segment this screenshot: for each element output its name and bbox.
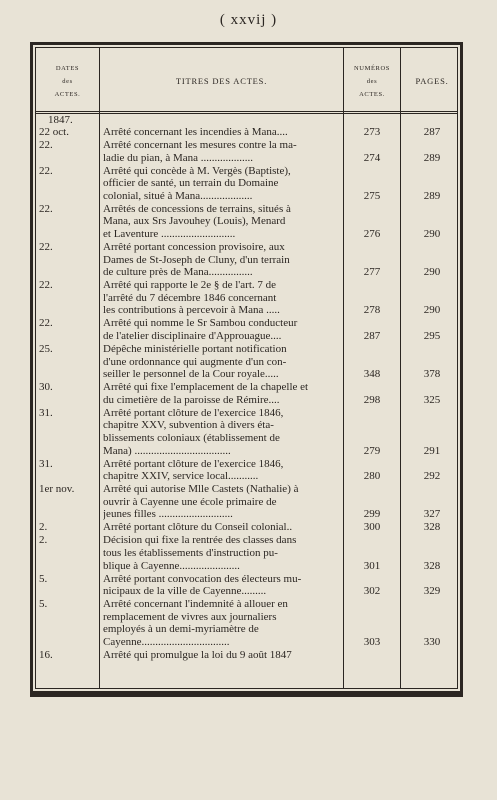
table-row bbox=[33, 483, 466, 521]
row-number: 301 bbox=[363, 559, 381, 572]
row-date: 31. bbox=[39, 457, 53, 470]
row-title-line: et Laventure ........................... bbox=[103, 227, 236, 240]
row-date: 22 oct. bbox=[39, 126, 69, 138]
row-title-line: Arrêté qui autorise Mlle Castets (Nathalie) à bbox=[103, 483, 299, 496]
row-title-line: nicipaux de la ville de Cayenne......... bbox=[103, 585, 267, 598]
row-date: 16. bbox=[39, 649, 53, 661]
row-title bbox=[103, 241, 339, 279]
row-title-line: ouvrir à Cayenne une école primaire de bbox=[103, 495, 277, 508]
row-page: 290 bbox=[423, 304, 441, 317]
header-dates-line: ACTES. bbox=[54, 90, 81, 98]
row-date: 2. bbox=[39, 534, 48, 547]
row-title bbox=[103, 407, 339, 457]
column-divider bbox=[343, 48, 344, 688]
row-date: 22. bbox=[39, 202, 53, 215]
header-pages bbox=[401, 53, 463, 109]
table-row bbox=[33, 241, 466, 279]
row-title bbox=[103, 139, 339, 164]
header-rule bbox=[36, 111, 457, 112]
row-number: 280 bbox=[363, 470, 381, 483]
row-title-line: colonial, situé à Mana................... bbox=[103, 189, 253, 202]
row-number: 278 bbox=[363, 304, 381, 317]
row-title bbox=[103, 343, 339, 381]
row-title-line: Dépêche ministérielle portant notification bbox=[103, 343, 287, 355]
row-number: 276 bbox=[363, 227, 381, 240]
header-rule bbox=[36, 113, 457, 114]
row-title-line: les contributions à percevoir à Mana ..... bbox=[103, 304, 280, 317]
row-title bbox=[103, 165, 339, 203]
row-date: 22. bbox=[39, 279, 53, 292]
row-title bbox=[103, 381, 339, 406]
row-title-line: Arrêté qui nomme le Sr Sambou conducteur bbox=[103, 317, 298, 330]
table-row bbox=[33, 317, 466, 342]
header-numeros bbox=[344, 53, 400, 109]
row-date: 22. bbox=[39, 241, 53, 253]
row-page: 295 bbox=[423, 329, 441, 342]
header-titles-label: TITRES DES ACTES. bbox=[175, 76, 268, 86]
row-title-line: remplacement de vivres aux journaliers bbox=[103, 610, 277, 623]
row-number: 300 bbox=[363, 521, 381, 534]
row-page: 290 bbox=[423, 266, 441, 279]
row-page: 290 bbox=[423, 227, 441, 240]
row-page: 328 bbox=[423, 559, 441, 572]
row-page: 292 bbox=[423, 470, 441, 483]
table-row bbox=[33, 165, 466, 203]
table-row bbox=[33, 521, 466, 534]
table-row bbox=[33, 343, 466, 381]
row-page: 329 bbox=[423, 585, 441, 598]
table-row bbox=[33, 139, 466, 164]
row-title-line: Cayenne................................ bbox=[103, 635, 230, 648]
table-row bbox=[33, 649, 466, 662]
row-page: 289 bbox=[423, 189, 441, 202]
row-title-line: Arrêté qui promulgue la loi du 9 août 1847 bbox=[103, 649, 292, 661]
table-row bbox=[33, 458, 466, 483]
row-number: 279 bbox=[363, 444, 381, 457]
row-date: 1er nov. bbox=[39, 483, 75, 496]
row-title-line: tous les établissements d'instruction pu- bbox=[103, 546, 278, 559]
row-title-line: Dames de St-Joseph de Cluny, d'un terrain bbox=[103, 253, 290, 266]
table-row bbox=[33, 381, 466, 406]
row-title-line: ladie du pian, à Mana ................... bbox=[103, 151, 253, 164]
header-dates-line: des bbox=[62, 77, 73, 85]
row-number: 275 bbox=[363, 189, 381, 202]
row-date: 22. bbox=[39, 317, 53, 330]
row-title-line: Arrêté concernant les mesures contre la ma- bbox=[103, 139, 297, 151]
header-numeros-line: ACTES. bbox=[359, 90, 385, 98]
row-page: 291 bbox=[423, 444, 441, 457]
index-table bbox=[30, 42, 463, 694]
table-row bbox=[33, 126, 466, 139]
row-title-line: Mana) ................................... bbox=[103, 444, 231, 457]
row-number: 348 bbox=[363, 368, 381, 381]
row-title bbox=[103, 279, 339, 317]
row-date: 25. bbox=[39, 343, 53, 355]
row-title-line: chapitre XXV, subvention à divers éta- bbox=[103, 419, 274, 432]
row-title bbox=[103, 203, 339, 241]
row-title-line: du cimetière de la paroisse de Rémire.... bbox=[103, 393, 280, 406]
row-number: 273 bbox=[363, 126, 381, 138]
row-number: 287 bbox=[363, 329, 381, 342]
row-title-line: Arrêté concernant l'indemnité à allouer en bbox=[103, 598, 288, 611]
row-title-line: Arrêtés de concessions de terrains, situés à bbox=[103, 202, 291, 215]
row-title-line: blissements coloniaux (établissement de bbox=[103, 431, 280, 444]
row-title bbox=[103, 458, 339, 483]
row-title-line: blique à Cayenne...................... bbox=[103, 559, 240, 572]
row-page: 289 bbox=[423, 151, 441, 164]
row-date: 5. bbox=[39, 572, 48, 585]
header-titles bbox=[100, 53, 343, 109]
row-title-line: Arrêté qui fixe l'emplacement de la chapelle et bbox=[103, 381, 309, 394]
row-title bbox=[103, 521, 339, 534]
row-title bbox=[103, 534, 339, 572]
row-title-line: de culture près de Mana................ bbox=[103, 266, 253, 279]
row-title-line: Arrêté concernant les incendies à Mana.... bbox=[103, 126, 288, 138]
row-date: 5. bbox=[39, 598, 48, 611]
row-title-line: Arrêté portant clôture de l'exercice 1846, bbox=[103, 457, 284, 470]
table-row bbox=[33, 203, 466, 241]
table-row bbox=[33, 573, 466, 598]
row-title bbox=[103, 649, 339, 662]
row-title-line: seiller le personnel de la Cour royale..... bbox=[103, 368, 279, 381]
row-title bbox=[103, 573, 339, 598]
header-pages-label: PAGES. bbox=[415, 76, 449, 86]
year-label: 1847. bbox=[48, 114, 73, 126]
row-title-line: d'une ordonnance qui augmente d'un con- bbox=[103, 355, 287, 368]
row-page: 330 bbox=[423, 635, 441, 648]
row-number: 299 bbox=[363, 508, 381, 521]
row-date: 22. bbox=[39, 164, 53, 177]
row-page: 287 bbox=[423, 126, 441, 138]
row-title-line: Mana, aux Srs Javouhey (Louis), Menard bbox=[103, 215, 286, 228]
row-number: 277 bbox=[363, 266, 381, 279]
row-page: 378 bbox=[423, 368, 441, 381]
row-date: 22. bbox=[39, 139, 53, 151]
row-title bbox=[103, 483, 339, 521]
row-title-line: jeunes filles ........................... bbox=[103, 508, 233, 521]
row-page: 327 bbox=[423, 508, 441, 521]
row-title-line: employés à un demi-myriamètre de bbox=[103, 623, 259, 636]
column-divider bbox=[400, 48, 401, 688]
row-title-line: de l'atelier disciplinaire d'Approuague.... bbox=[103, 329, 282, 342]
row-title-line: officier de santé, un terrain du Domaine bbox=[103, 177, 279, 190]
row-title-line: Arrêté portant convocation des électeurs mu- bbox=[103, 572, 302, 585]
header-numeros-line: des bbox=[366, 77, 378, 85]
row-title-line: Arrêté portant clôture de l'exercice 1846, bbox=[103, 406, 284, 419]
page-number: ( xxvij ) bbox=[219, 12, 278, 28]
row-title-line: Arrêté qui rapporte le 2e § de l'art. 7 de bbox=[103, 279, 277, 292]
column-divider bbox=[99, 48, 100, 688]
row-date: 31. bbox=[39, 406, 53, 419]
row-title-line: chapitre XXIV, service local........... bbox=[103, 470, 259, 483]
row-page: 325 bbox=[423, 393, 441, 406]
row-title-line: Arrêté portant concession provisoire, aux bbox=[103, 241, 285, 253]
table-row bbox=[33, 598, 466, 648]
row-title bbox=[103, 598, 339, 648]
row-title bbox=[103, 317, 339, 342]
row-title-line: Arrêté qui concède à M. Vergès (Baptiste), bbox=[103, 164, 291, 177]
row-number: 298 bbox=[363, 393, 381, 406]
header-numeros-line: NUMÉROS bbox=[354, 64, 390, 72]
table-row bbox=[33, 279, 466, 317]
row-title bbox=[103, 126, 339, 139]
row-page: 328 bbox=[423, 521, 441, 534]
row-title-line: Décision qui fixe la rentrée des classes dans bbox=[103, 534, 297, 547]
header-dates bbox=[36, 53, 99, 109]
row-number: 303 bbox=[363, 635, 381, 648]
row-title-line: l'arrêté du 7 décembre 1846 concernant bbox=[103, 291, 277, 304]
row-number: 302 bbox=[363, 585, 381, 598]
row-title-line: Arrêté portant clôture du Conseil colonial.. bbox=[103, 521, 293, 534]
table-row bbox=[33, 534, 466, 572]
bottom-rule bbox=[30, 694, 463, 697]
header-dates-line: DATES bbox=[55, 64, 80, 72]
row-date: 2. bbox=[39, 521, 48, 534]
row-date: 30. bbox=[39, 381, 53, 394]
table-row bbox=[33, 407, 466, 457]
row-number: 274 bbox=[363, 151, 381, 164]
